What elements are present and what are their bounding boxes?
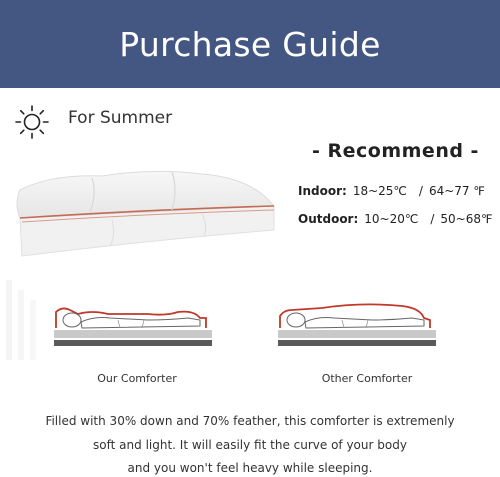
- recommend-heading: - Recommend -: [312, 140, 479, 162]
- season-label: For Summer: [68, 108, 173, 128]
- outdoor-label: Outdoor:: [298, 212, 359, 226]
- outdoor-fahrenheit: 50~68℉: [440, 212, 493, 226]
- description-line: and you won't feel heavy while sleeping.: [127, 461, 373, 475]
- indoor-label: Indoor:: [298, 184, 347, 198]
- other-comforter-illustration: [272, 290, 442, 360]
- separator: /: [430, 212, 435, 226]
- indoor-celsius: 18~25℃: [352, 184, 407, 198]
- comforter-image: [12, 160, 282, 260]
- decorative-bars: [4, 280, 44, 370]
- outdoor-celsius: 10~20℃: [364, 212, 419, 226]
- separator: /: [418, 184, 423, 198]
- indoor-temperature-row: [298, 184, 485, 198]
- other-comforter-caption: Other Comforter: [321, 372, 413, 385]
- description-line: Filled with 30% down and 70% feather, this comforter is extremenly: [45, 414, 455, 428]
- description-line: soft and light. It will easily fit the curve of your body: [93, 437, 407, 452]
- page-title: Purchase Guide: [119, 24, 381, 64]
- description: [30, 410, 470, 477]
- indoor-fahrenheit: 64~77 ℉: [428, 184, 485, 198]
- our-comforter-illustration: [48, 290, 218, 360]
- sun-icon: [14, 104, 50, 140]
- outdoor-temperature-row: [298, 212, 492, 226]
- header-banner: [0, 0, 500, 88]
- our-comforter-caption: Our Comforter: [97, 372, 177, 385]
